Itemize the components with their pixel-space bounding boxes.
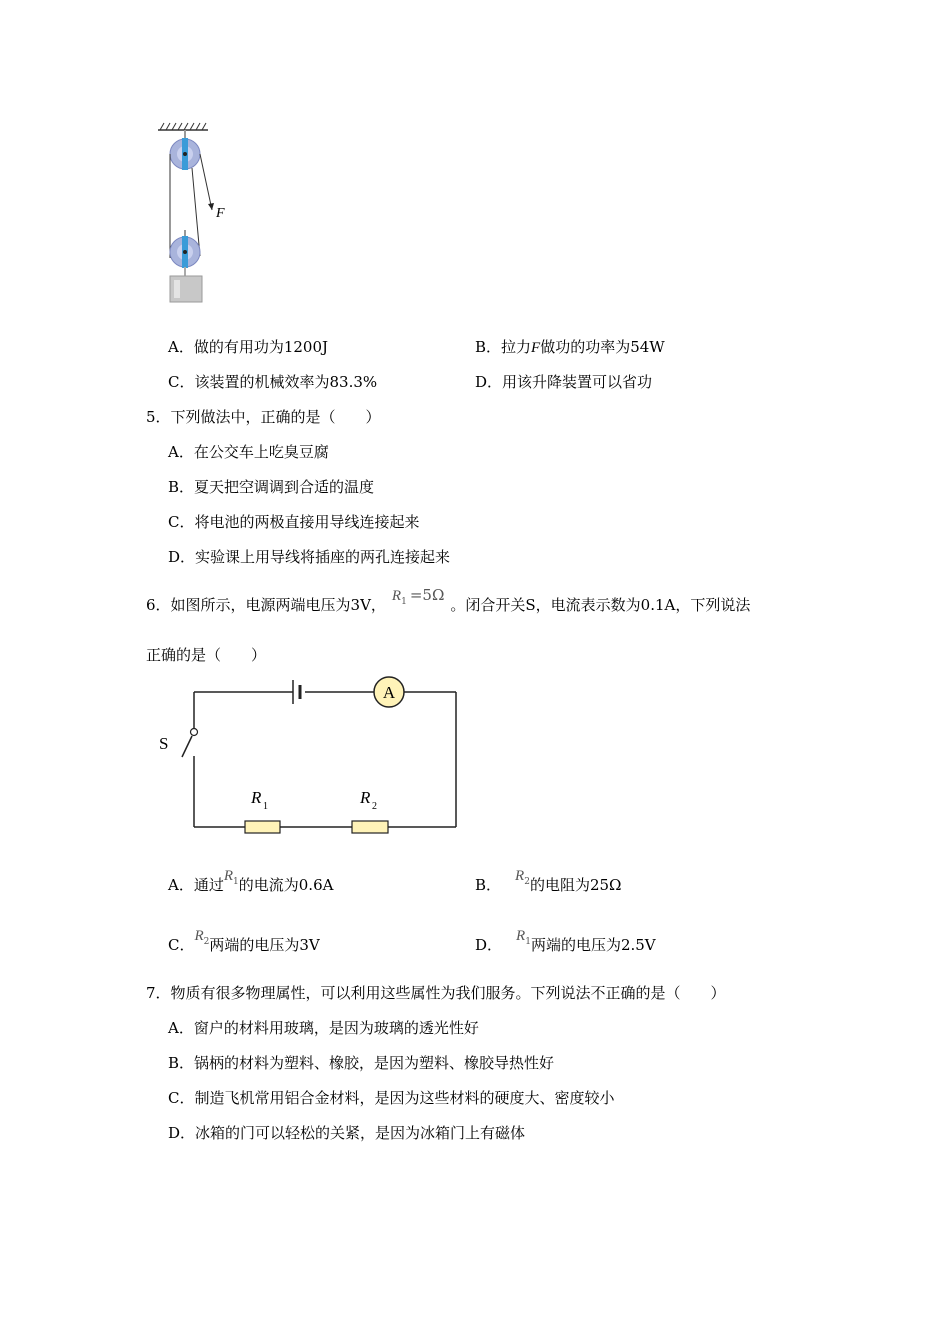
q6-option-c [168,928,320,958]
option-letter: D． [475,373,503,391]
option-letter: D． [168,548,196,566]
r1-value: =5Ω [409,586,445,604]
switch-contact [191,729,198,736]
option-letter: B． [475,876,502,894]
option-text: 将电池的两极直接用导线连接起来 [194,513,420,531]
symbol-subscript: 2 [203,937,210,947]
stem-text: 6．如图所示，电源两端电压为3V， [146,596,386,614]
q6-stem-line1 [146,586,751,618]
r1-label-subscript: 1 [263,801,268,812]
ammeter-label: A [382,683,396,702]
option-text-pre: 拉力 [501,338,532,356]
option-text: 窗户的材料用玻璃，是因为玻璃的透光性好 [193,1019,479,1037]
q6-stem-line2: 正确的是（ ） [146,646,267,664]
symbol-letter: R [516,928,526,944]
q6-option-b [475,868,622,898]
q5-option-d [168,547,450,567]
symbol-subscript: 1 [525,937,531,947]
q6-option-d [475,928,656,958]
option-text: 实验课上用导线将插座的两孔连接起来 [195,548,451,566]
option-letter: C． [168,513,195,531]
option-letter: C． [168,936,195,954]
q7-option-c [168,1088,615,1108]
symbol-letter: R [194,928,204,944]
q7-option-a [168,1018,479,1038]
option-letter: A． [168,338,194,356]
r2-label-subscript: 2 [372,801,377,812]
q4-option-a [168,337,328,357]
option-text: 锅柄的材料为塑料、橡胶，是因为塑料、橡胶导热性好 [194,1054,555,1072]
option-letter: A． [168,443,194,461]
force-label: F [216,206,225,221]
force-variable: F [531,340,541,356]
r1-equation [392,585,444,608]
r2-label: R [360,788,371,807]
option-letter: C． [168,373,195,391]
q5-option-a [168,442,329,462]
q7-option-d [168,1123,525,1143]
option-text: 夏天把空调调到合适的温度 [194,478,375,496]
option-text-post: 两端的电压为3V [209,936,320,954]
option-text-pre: 通过 [193,876,224,894]
option-text-post: 的电阻为25Ω [529,876,622,894]
option-text-post: 做功的功率为54W [540,338,665,356]
option-text: 该装置的机械效率为83.3% [194,373,378,391]
q6-option-a [168,868,334,898]
switch-label: S [159,734,169,753]
circuit-diagram [150,672,470,837]
resistor-r1 [245,821,280,833]
q4-option-b [475,337,665,358]
symbol-subscript: 2 [524,877,530,887]
q4-option-c [168,372,377,392]
option-letter: C． [168,1089,195,1107]
pulley-figure [150,118,250,308]
q4-option-d [475,372,652,392]
option-text: 用该升降装置可以省功 [502,373,653,391]
symbol-subscript: 1 [233,877,239,887]
stem-text: 。闭合开关S，电流表示数为0.1A，下列说法 [450,596,751,614]
q5-option-b [168,477,374,497]
option-text-post: 的电流为0.6A [238,876,334,894]
q5-option-c [168,512,420,532]
resistor-r2 [352,821,388,833]
option-text: 冰箱的门可以轻松的关紧，是因为冰箱门上有磁体 [195,1124,526,1142]
option-text-post: 两端的电压为2.5V [530,936,656,954]
symbol-letter: R [515,868,525,884]
resistor-symbol [194,925,209,948]
option-letter: A． [168,876,194,894]
option-letter: B． [168,478,195,496]
option-letter: D． [168,1124,196,1142]
q7-stem: 7．物质有很多物理属性，可以利用这些属性为我们服务。下列说法不正确的是（ ） [146,984,726,1002]
r1-subscript: 1 [401,597,407,607]
resistor-symbol [516,925,531,948]
option-text: 做的有用功为1200J [193,338,329,356]
option-text: 在公交车上吃臭豆腐 [193,443,329,461]
option-letter: B． [168,1054,195,1072]
resistor-symbol [515,865,530,888]
option-text: 制造飞机常用铝合金材料，是因为这些材料的硬度大、密度较小 [194,1089,615,1107]
r1-symbol: R [391,588,402,604]
option-letter: D． [475,936,503,954]
switch-blade [182,736,192,757]
q5-stem: 5．下列做法中，正确的是（ ） [146,408,381,426]
resistor-symbol [224,865,239,888]
option-letter: B． [475,338,502,356]
option-letter: A． [168,1019,194,1037]
q7-option-b [168,1053,554,1073]
r1-label: R [251,788,262,807]
symbol-letter: R [223,868,234,884]
